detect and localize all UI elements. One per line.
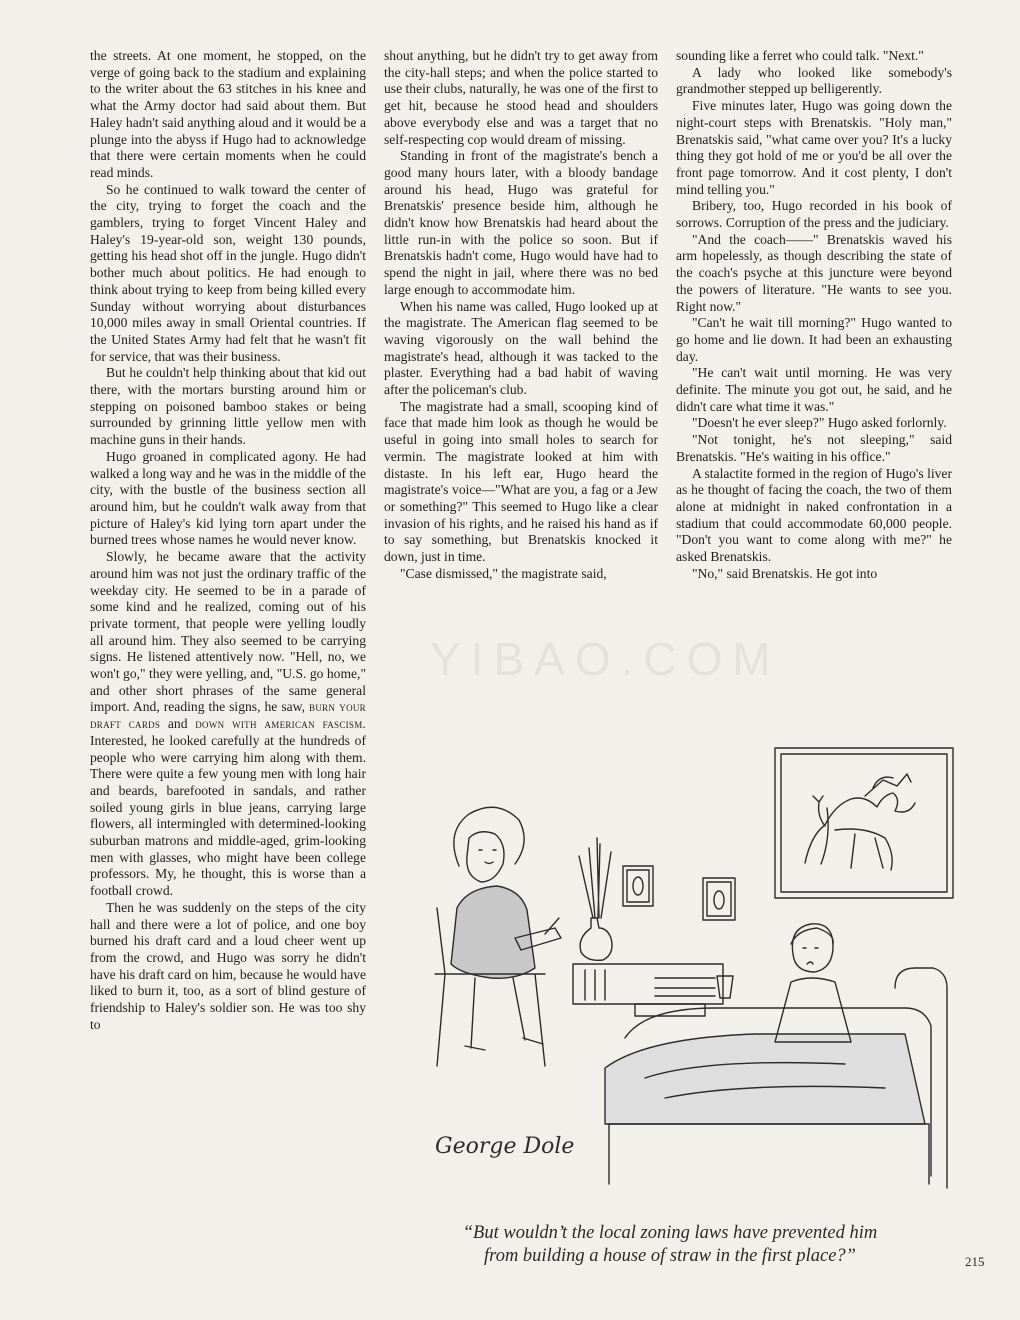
sign-text: burn your draft cards (90, 700, 366, 732)
glass (717, 976, 733, 998)
paragraph: "Case dismissed," the magistrate said, (400, 565, 607, 581)
page-number: 215 (965, 1254, 985, 1269)
text-column-1 (90, 48, 366, 1033)
paragraph: "Not tonight, he's not sleeping," said Brenatskis. "He's waiting in his office." (676, 432, 952, 464)
paragraph: shout anything, but he didn't try to get away from the city-hall steps; and when the police started to use their clubs, naturally, he was one of the first to get hit, because he stood head and shoulders above everybody else and was a target that no self-respecting cop would dream of missing. (384, 48, 658, 147)
paragraph: Hugo groaned in complicated agony. He had walked a long way and he was in the middle of the city, with the bustle of the business section all around him, but he couldn't walk away from that picture of Haley's kid lying torn apart under the burned trees whose names he would never know. (90, 448, 366, 548)
paragraph-text: Slowly, he became aware that the activity around him was not just the ordinary traffic of the weekday city. He seemed to be in a parade of some kind and he realized, coming out of his private torment, that people were yelling loudly all around him. They also seemed to be carrying signs. He listened attentively now. "Hell, no, we won't go," they were yelling, and, "U.S. go home," and other short phrases of the same general import. And, reading the signs, he saw, (90, 549, 366, 715)
vase (579, 838, 612, 960)
paragraph: A stalactite formed in the region of Hugo's liver as he thought of facing the coach, the two of them alone at midnight in naked confrontation in a stadium that could accommodate 60,000 people. "Don't you want to come along with me?" he asked Brenatskis. (676, 465, 952, 565)
cartoon-signature: George Dole (435, 1134, 575, 1159)
paragraph: sounding like a ferret who could talk. "Next." (676, 48, 924, 63)
paragraph-text: Interested, he looked carefully at the hundreds of people who were carrying him along with them. There were quite a few young men with long hair and beards, barefooted in sandals, and rather soiled young girls in blue jeans, carrying large flowers, all intermingled with determined-looking suburban matrons and middle-aged, grim-looking men with glasses, who might have been college professors. My, he thought, this is worse than a football crowd. (90, 732, 366, 899)
framed-picture (775, 748, 953, 898)
paragraph: A lady who looked like somebody's grandmother stepped up belligerently. (676, 64, 952, 97)
woman-figure (435, 807, 561, 1066)
paragraph: So he continued to walk toward the center of the city, trying to forget the coach and the gamblers, trying to forget Vincent Haley and Haley's 19-year-old son, weight 130 pounds, getting his head shot off in the jungle. Hugo didn't bother much about politics. He had enough to think about trying to keep from being killed every Sunday without worrying about disturbances 10,000 miles away in small Oriental countries. If the United States Army had felt that he wasn't fit for service, that was their business. (90, 181, 366, 364)
paragraph: Five minutes later, Hugo was going down the night-court steps with Brenatskis. "Holy man," Brenatskis said, "what came over you? It's a lucky thing they got hold of me or you'd be all over the front page tomorrow. And it cost plenty, I don't mind telling you." (676, 98, 952, 197)
watermark: YIBAO.COM (430, 633, 781, 685)
paragraph: The magistrate had a small, scooping kind of face that made him look as though he would be useful in going into small holes to search for vermin. The magistrate looked at him with distaste. In his left ear, Hugo heard the magistrate's voice—"What are you, a fag or a Jew or something?" This seemed to Hugo like a clear invasion of his rights, and he raised his hand as if to say something, but Brenatskis knocked it down, just in time. (384, 398, 658, 565)
paragraph: Standing in front of the magistrate's bench a good many hours later, with a bloody bandage around his head, Hugo was grateful for Brenatskis' presence beside him, although he didn't know how Brenatskis had heard about the little run-in with the police so soon. But if Brenatskis hadn't come, Hugo would have had to spend the night in jail, where there was no bed large enough to accommodate him. (384, 148, 658, 297)
cartoon-caption (380, 1222, 960, 1268)
sign-text: down with american fascism. (195, 717, 366, 732)
cartoon-illustration (395, 738, 965, 1208)
caption-line-2: from building a house of straw in the first place?” (484, 1246, 856, 1266)
paragraph: Bribery, too, Hugo recorded in his book of sorrows. Corruption of the press and the judiciary. (676, 198, 952, 231)
paragraph: "And the coach——" Brenatskis waved his arm hopelessly, as though describing the state of the coach's psyche at this juncture were beyond the powers of literature. "He wants to see you. Right now." (676, 231, 952, 314)
text-column-2 (384, 48, 658, 583)
caption-line-1: “But wouldn’t the local zoning laws have prevented him (462, 1223, 878, 1243)
paragraph: When his name was called, Hugo looked up at the magistrate. The American flag seemed to be waving vigorously on the wall behind the magistrate's head, although it was tacked to the plaster. Everything had a bad habit of waving after the policeman's club. (384, 298, 658, 398)
paragraph-text: and (167, 716, 188, 732)
text-column-3 (676, 48, 952, 583)
small-frames (623, 866, 735, 920)
paragraph: the streets. At one moment, he stopped, on the verge of going back to the stadium and explaining to the writer about the 63 stitches in his knee and what the Army doctor had said about them. But Haley hadn't said anything aloud and it would be a plunge into the abyss if Hugo had to acknowledge that there were certain moments when he could read minds. (90, 48, 366, 180)
bed (605, 968, 947, 1188)
paragraph: But he couldn't help thinking about that kid out there, with the mortars bursting around him or stepping on poisoned bamboo stakes or being surrounded by grinning little yellow men with machine guns in their hands. (90, 365, 366, 448)
paragraph: "No," said Brenatskis. He got into (692, 565, 878, 581)
paragraph: Then he was suddenly on the steps of the city hall and there were a lot of police, and one boy burned his draft card and a loud cheer went up from the crowd, and Hugo was sorry he didn't have his draft card on him, because he would have liked to burn it, too, as a sort of blind gesture of friendship to Haley's soldier son. He was too shy to (90, 899, 366, 1032)
paragraph (90, 549, 366, 900)
paragraph: "Doesn't he ever sleep?" Hugo asked forlornly. (692, 415, 947, 431)
boy-figure (775, 924, 851, 1042)
paragraph: "He can't wait until morning. He was very definite. The minute you got out, he said, and he didn't care what time it was." (676, 365, 952, 414)
paragraph: "Can't he wait till morning?" Hugo wanted to go home and lie down. It had been an exhausting day. (676, 315, 952, 364)
